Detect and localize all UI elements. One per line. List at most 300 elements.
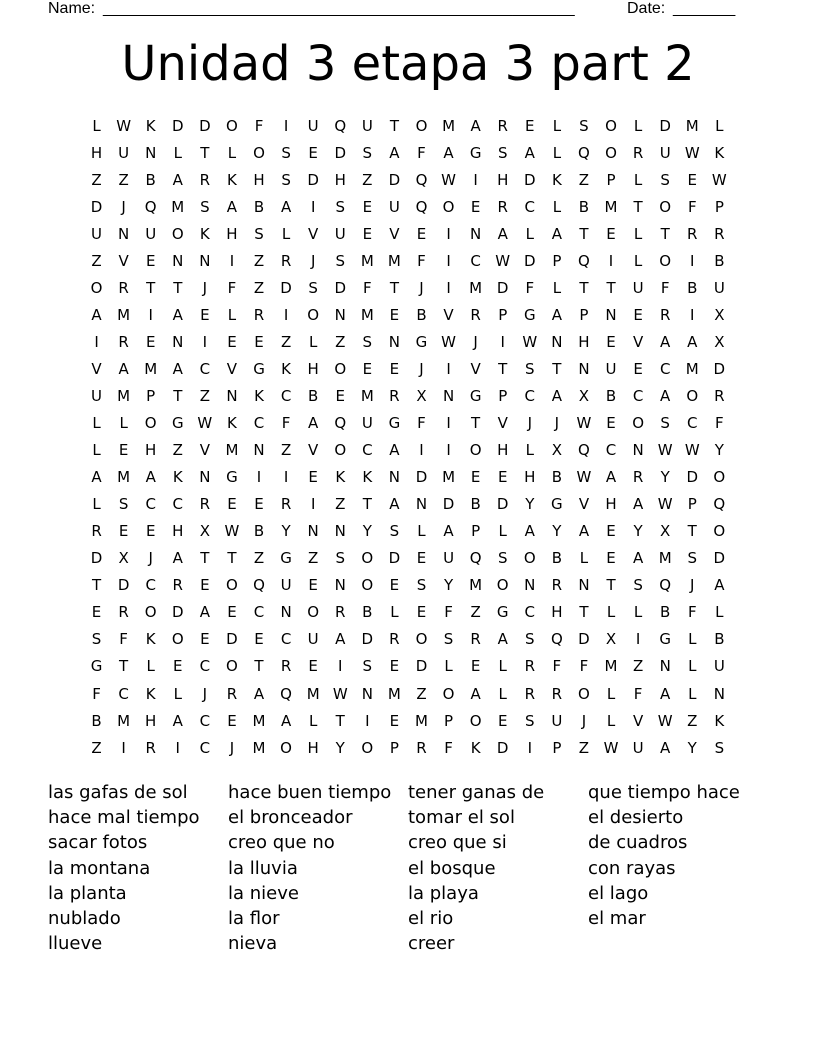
grid-letter: R — [551, 684, 563, 703]
grid-letter: L — [92, 441, 101, 460]
grid-letter: Z — [253, 251, 265, 270]
word-column — [588, 780, 768, 956]
grid-letter: S — [633, 576, 643, 595]
grid-letter: K — [145, 116, 156, 135]
grid-letter: Y — [281, 522, 291, 541]
grid-letter: I — [148, 305, 153, 324]
grid-letter: D — [90, 549, 103, 568]
grid-letter: S — [443, 630, 454, 649]
grid-row — [83, 437, 733, 464]
grid-letter: F — [444, 603, 453, 622]
grid-letter: N — [334, 522, 346, 541]
grid-letter: E — [606, 522, 616, 541]
grid-letter: W — [197, 414, 213, 433]
grid-letter: B — [91, 711, 102, 730]
grid-letter: M — [252, 738, 266, 757]
grid-letter: E — [606, 224, 616, 243]
grid-row — [83, 328, 733, 355]
grid-letter: V — [470, 359, 481, 378]
grid-letter: E — [470, 657, 481, 676]
grid-letter: X — [416, 386, 427, 405]
grid-letter: D — [171, 116, 184, 135]
grid-letter: T — [200, 143, 210, 162]
grid-letter: H — [172, 522, 184, 541]
grid-letter: J — [473, 332, 478, 351]
grid-row — [83, 653, 733, 680]
grid-letter: Z — [91, 251, 102, 270]
grid-letter: O — [334, 359, 347, 378]
grid-letter: O — [578, 684, 590, 703]
grid-letter: J — [690, 576, 695, 595]
grid-letter: P — [552, 738, 562, 757]
grid-letter: E — [633, 359, 643, 378]
grid-letter: O — [605, 143, 617, 162]
grid-letter: C — [280, 630, 292, 649]
name-blank: _____________________________________________________ — [103, 0, 575, 17]
grid-letter: E — [389, 711, 400, 730]
grid-letter: E — [525, 116, 535, 135]
word-item: nieva — [228, 933, 278, 955]
grid-letter: N — [334, 305, 346, 324]
grid-letter: L — [633, 116, 643, 135]
word-item: la planta — [48, 882, 127, 904]
grid-letter: E — [362, 359, 373, 378]
grid-letter: A — [470, 684, 481, 703]
grid-letter: B — [470, 495, 481, 514]
grid-letter: J — [554, 414, 560, 433]
grid-letter: O — [659, 251, 672, 270]
grid-row — [83, 545, 733, 572]
grid-letter: I — [94, 332, 99, 351]
grid-letter: R — [416, 738, 427, 757]
grid-letter: G — [90, 657, 103, 676]
grid-letter: M — [360, 386, 374, 405]
grid-letter: D — [496, 495, 509, 514]
grid-letter: S — [362, 657, 373, 676]
grid-letter: H — [551, 603, 563, 622]
grid-letter: D — [307, 170, 319, 189]
grid-letter: H — [524, 468, 536, 487]
grid-letter: T — [173, 386, 183, 405]
grid-letter: L — [552, 197, 562, 216]
grid-letter: N — [280, 603, 292, 622]
grid-letter: O — [144, 603, 157, 622]
grid-letter: D — [226, 630, 238, 649]
grid-letter: B — [687, 278, 698, 297]
grid-letter: I — [446, 414, 451, 433]
grid-letter: A — [172, 170, 183, 189]
grid-row — [83, 193, 733, 220]
grid-letter: X — [199, 522, 210, 541]
grid-letter: L — [715, 116, 724, 135]
grid-letter: K — [172, 468, 183, 487]
grid-letter: I — [365, 711, 370, 730]
grid-letter: Z — [416, 684, 427, 703]
grid-letter: F — [281, 414, 291, 433]
grid-letter: O — [307, 603, 320, 622]
grid-letter: I — [283, 116, 289, 135]
grid-letter: X — [605, 630, 617, 649]
grid-letter: K — [145, 684, 156, 703]
grid-letter: G — [253, 359, 265, 378]
grid-letter: I — [690, 305, 695, 324]
grid-letter: O — [361, 738, 374, 757]
grid-letter: O — [280, 738, 292, 757]
grid-letter: E — [606, 332, 616, 351]
grid-letter: O — [415, 630, 428, 649]
grid-row — [83, 382, 733, 409]
grid-row — [83, 572, 733, 599]
grid-letter: S — [525, 711, 535, 730]
grid-letter: R — [118, 278, 129, 297]
grid-letter: K — [199, 224, 210, 243]
grid-letter: Q — [415, 170, 428, 189]
grid-letter: C — [280, 386, 292, 405]
grid-letter: E — [254, 495, 264, 514]
grid-letter: I — [446, 251, 451, 270]
grid-letter: A — [91, 468, 102, 487]
grid-letter: A — [389, 495, 400, 514]
grid-letter: S — [281, 143, 291, 162]
grid-letter: R — [470, 305, 481, 324]
grid-letter: D — [578, 630, 590, 649]
grid-letter: D — [496, 738, 509, 757]
grid-letter: N — [442, 386, 455, 405]
grid-letter: F — [525, 278, 535, 297]
grid-letter: Q — [550, 630, 563, 649]
grid-letter: B — [714, 251, 725, 270]
grid-letter: R — [253, 305, 265, 324]
grid-letter: A — [551, 224, 562, 243]
page-title: Unidad 3 etapa 3 part 2 — [121, 36, 695, 92]
grid-letter: E — [470, 468, 481, 487]
grid-letter: E — [308, 468, 318, 487]
grid-letter: Q — [469, 549, 482, 568]
grid-letter: D — [415, 468, 428, 487]
grid-letter: C — [524, 197, 536, 216]
grid-letter: L — [146, 657, 155, 676]
grid-letter: P — [552, 251, 562, 270]
grid-letter: J — [581, 711, 587, 730]
grid-letter: W — [684, 441, 700, 460]
grid-letter: O — [334, 441, 347, 460]
grid-letter: L — [688, 630, 697, 649]
grid-letter: F — [417, 414, 426, 433]
word-item: el rio — [408, 908, 454, 930]
grid-letter: N — [199, 468, 211, 487]
grid-letter: X — [660, 522, 671, 541]
grid-letter: C — [145, 495, 156, 514]
grid-letter: E — [254, 332, 264, 351]
grid-letter: O — [361, 576, 374, 595]
grid-letter: Y — [687, 738, 697, 757]
grid-letter: X — [714, 332, 725, 351]
grid-letter: P — [606, 170, 616, 189]
grid-letter: L — [92, 495, 101, 514]
grid-letter: Y — [525, 495, 535, 514]
grid-letter: E — [145, 251, 156, 270]
grid-letter: M — [442, 468, 456, 487]
grid-letter: M — [604, 197, 618, 216]
grid-letter: O — [632, 414, 644, 433]
grid-letter: F — [227, 278, 237, 297]
grid-letter: D — [524, 170, 536, 189]
grid-letter: U — [632, 278, 644, 297]
grid-letter: K — [470, 738, 481, 757]
grid-letter: J — [310, 251, 316, 270]
grid-letter: N — [578, 576, 590, 595]
word-item: hace buen tiempo — [228, 782, 392, 803]
grid-letter: C — [632, 386, 644, 405]
grid-letter: E — [91, 603, 102, 622]
grid-letter: H — [226, 224, 238, 243]
grid-letter: A — [172, 711, 183, 730]
grid-letter: Z — [362, 170, 373, 189]
grid-letter: J — [419, 278, 424, 297]
grid-letter: A — [389, 143, 400, 162]
word-item: nublado — [48, 908, 121, 930]
grid-letter: J — [419, 359, 424, 378]
grid-letter: K — [362, 468, 373, 487]
grid-letter: E — [227, 332, 237, 351]
grid-letter: X — [551, 441, 562, 460]
grid-letter: W — [224, 522, 240, 541]
grid-letter: V — [91, 359, 102, 378]
grid-letter: X — [578, 386, 590, 405]
grid-letter: B — [416, 305, 427, 324]
grid-letter: A — [470, 116, 481, 135]
grid-letter: L — [688, 684, 697, 703]
grid-letter: R — [389, 386, 400, 405]
grid-letter: A — [335, 630, 346, 649]
grid-letter: R — [632, 468, 644, 487]
grid-letter: Z — [280, 332, 292, 351]
grid-letter: K — [227, 170, 237, 189]
grid-letter: R — [91, 522, 102, 541]
grid-letter: T — [606, 576, 616, 595]
grid-letter: O — [90, 278, 103, 297]
name-label: Name: — [48, 0, 96, 17]
grid-letter: U — [632, 738, 644, 757]
grid-letter: I — [121, 738, 126, 757]
grid-letter: I — [310, 495, 316, 514]
grid-letter: C — [470, 251, 481, 270]
grid-letter: R — [199, 495, 211, 514]
grid-letter: T — [687, 522, 697, 541]
grid-letter: L — [606, 711, 616, 730]
grid-letter: A — [145, 468, 156, 487]
grid-letter: T — [498, 359, 508, 378]
grid-letter: W — [576, 468, 592, 487]
grid-letter: J — [202, 278, 208, 297]
grid-letter: D — [388, 549, 401, 568]
grid-letter: L — [606, 684, 616, 703]
grid-letter: O — [171, 630, 184, 649]
grid-letter: I — [608, 251, 614, 270]
grid-letter: G — [226, 468, 238, 487]
grid-letter: L — [606, 603, 616, 622]
grid-letter: L — [633, 251, 643, 270]
grid-letter: C — [145, 576, 156, 595]
grid-letter: T — [335, 711, 345, 730]
grid-letter: N — [307, 522, 319, 541]
grid-letter: I — [310, 197, 316, 216]
grid-letter: W — [576, 414, 592, 433]
grid-letter: Z — [632, 657, 644, 676]
grid-letter: N — [172, 251, 184, 270]
grid-letter: F — [417, 143, 426, 162]
grid-letter: O — [442, 684, 455, 703]
grid-letter: Y — [443, 576, 454, 595]
grid-letter: E — [633, 305, 643, 324]
grid-letter: B — [714, 630, 725, 649]
grid-letter: P — [687, 495, 697, 514]
grid-letter: A — [497, 630, 508, 649]
grid-letter: R — [145, 738, 156, 757]
grid-letter: P — [498, 305, 508, 324]
grid-letter: Q — [415, 197, 428, 216]
word-item: creo que no — [228, 832, 335, 854]
grid-letter: R — [687, 224, 698, 243]
grid-letter: D — [334, 278, 347, 297]
grid-letter: I — [419, 441, 424, 460]
grid-letter: N — [388, 332, 401, 351]
grid-letter: E — [497, 468, 508, 487]
grid-row — [83, 112, 733, 139]
grid-letter: B — [145, 170, 156, 189]
grid-letter: K — [227, 414, 237, 433]
grid-letter: P — [498, 386, 508, 405]
grid-letter: X — [118, 549, 129, 568]
grid-letter: A — [605, 468, 617, 487]
grid-row — [83, 274, 733, 301]
grid-letter: Z — [91, 738, 102, 757]
grid-letter: C — [605, 441, 617, 460]
grid-letter: R — [280, 495, 292, 514]
grid-letter: K — [714, 143, 725, 162]
grid-letter: C — [199, 657, 211, 676]
word-column — [408, 780, 588, 956]
grid-letter: S — [118, 495, 129, 514]
grid-letter: Q — [713, 495, 726, 514]
grid-letter: B — [253, 197, 265, 216]
grid-letter: D — [361, 630, 374, 649]
grid-row — [83, 734, 733, 761]
grid-letter: V — [308, 224, 319, 243]
grid-letter: A — [551, 386, 562, 405]
grid-letter: N — [388, 468, 401, 487]
grid-letter: L — [227, 143, 237, 162]
grid-letter: H — [497, 441, 509, 460]
grid-letter: C — [253, 603, 265, 622]
grid-letter: B — [308, 386, 319, 405]
grid-letter: L — [715, 603, 724, 622]
grid-letter: L — [92, 116, 101, 135]
grid-letter: F — [119, 630, 128, 649]
grid-letter: S — [362, 332, 373, 351]
grid-letter: N — [118, 224, 130, 243]
grid-letter: R — [280, 657, 292, 676]
grid-letter: J — [202, 684, 208, 703]
grid-letter: T — [579, 603, 589, 622]
grid-letter: A — [172, 305, 183, 324]
word-item: el mar — [588, 908, 646, 930]
grid-letter: L — [633, 170, 643, 189]
grid-letter: H — [145, 711, 157, 730]
grid-letter: T — [362, 495, 372, 514]
grid-letter: F — [715, 414, 724, 433]
grid-letter: E — [227, 603, 237, 622]
grid-letter: W — [495, 251, 511, 270]
grid-row — [83, 599, 733, 626]
grid-letter: L — [498, 684, 507, 703]
word-item: sacar fotos — [48, 832, 148, 854]
grid-letter: S — [335, 197, 345, 216]
grid-letter: G — [388, 414, 401, 433]
grid-letter: E — [389, 305, 400, 324]
grid-letter: V — [389, 224, 400, 243]
grid-letter: U — [605, 359, 617, 378]
grid-letter: N — [470, 224, 482, 243]
grid-letter: A — [660, 386, 671, 405]
grid-letter: F — [660, 278, 670, 297]
grid-letter: D — [659, 116, 671, 135]
word-item: hace mal tiempo — [48, 807, 200, 829]
grid-letter: A — [172, 549, 183, 568]
grid-letter: A — [578, 522, 590, 541]
grid-letter: Q — [253, 576, 265, 595]
grid-letter: T — [173, 278, 183, 297]
grid-letter: Z — [253, 278, 265, 297]
grid-letter: L — [525, 441, 534, 460]
grid-letter: M — [387, 251, 401, 270]
grid-letter: L — [308, 711, 318, 730]
grid-row — [83, 518, 733, 545]
grid-letter: N — [361, 684, 373, 703]
grid-letter: T — [200, 549, 210, 568]
grid-letter: V — [226, 359, 238, 378]
grid-letter: R — [524, 684, 535, 703]
grid-row — [83, 626, 733, 653]
grid-letter: W — [332, 684, 348, 703]
grid-letter: Z — [172, 441, 183, 460]
grid-letter: I — [338, 657, 343, 676]
grid-letter: L — [525, 224, 534, 243]
grid-letter: E — [118, 441, 129, 460]
grid-letter: I — [283, 305, 289, 324]
grid-letter: G — [415, 332, 428, 351]
grid-letter: T — [552, 359, 562, 378]
grid-letter: C — [118, 684, 129, 703]
grid-letter: U — [307, 116, 319, 135]
grid-letter: A — [443, 143, 454, 162]
grid-letter: S — [525, 359, 535, 378]
grid-letter: M — [442, 116, 456, 135]
grid-letter: C — [687, 414, 698, 433]
grid-letter: M — [306, 684, 320, 703]
grid-letter: V — [308, 441, 319, 460]
grid-letter: P — [714, 197, 724, 216]
grid-letter: J — [148, 549, 153, 568]
grid-letter: U — [659, 143, 671, 162]
grid-row — [83, 707, 733, 734]
grid-letter: D — [90, 197, 103, 216]
grid-letter: A — [226, 197, 238, 216]
grid-letter: J — [229, 738, 235, 757]
grid-letter: L — [579, 549, 589, 568]
grid-letter: E — [308, 657, 318, 676]
grid-letter: L — [119, 414, 128, 433]
